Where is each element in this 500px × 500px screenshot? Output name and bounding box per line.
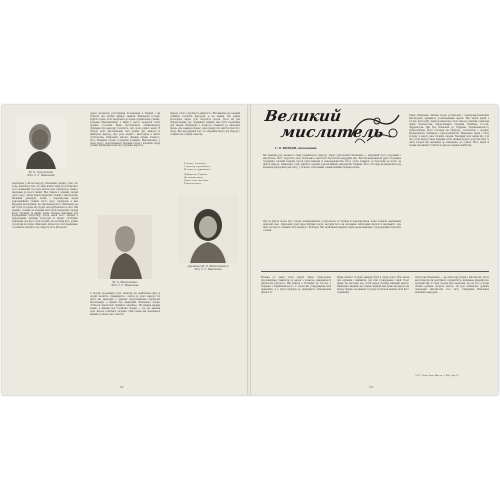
left-col3-text: народу і його героїчного минулого. Він вважав, що вчений повинен служити народові, а не панам. Ця думка проходить через усю творчість поета. Поет не раз підкреслював, що справжнє знання має бути корисним для людей. Шевченко з повагою ставився до наукових праць, але завжди шукав у них правду про життя простого люду. Він засуджував тих, хто відривав науку від народу і ставив її на службу панству. <box>170 112 240 136</box>
caption-2-title: М. О. Максимович <box>112 281 138 284</box>
title-flourish-ornament <box>347 107 405 147</box>
caption-1-title: М. О. Сикорський <box>28 171 54 174</box>
article-title-line1: Великий <box>263 107 343 125</box>
article-title-line2: мислитель <box>279 123 385 141</box>
right-intro-text-2: Ще за життя поета його твори поширювалися в рукописах, їх читали й переписували, вони ставали надбанням широких мас. Царський уряд переслідував поета, засудив його на заслання, заборонив писати й малювати. Але ніщо не могло зламати волі великого Кобзаря. Він залишився вірним своїм переконанням і продовжував боротьбу словом. <box>263 220 401 232</box>
left-page <box>2 105 247 395</box>
poem-line-2: І чужому научайтесь, <box>184 164 211 168</box>
portrait-caption-2 <box>90 281 160 287</box>
portrait-sikorsky <box>16 115 66 169</box>
article-byline: Г. О. ВОЛКОВ, письменник <box>275 147 317 150</box>
portrait-drawing-2 <box>98 215 152 279</box>
right-bottom-col1: Можна до самої своєї смерті Тарас Григорович продовжував ставитися до науки з повагою, вважаючи її джерелом прогресу. Він вчився у Пушкіна та Гоголя, у Герцена і Чернишевського. У поезії він утверджував нові принципи, а у прозі прагнув до правдивого зображення дійсності. <box>261 276 331 294</box>
left-col1-text: перебуває у містах народу. Шевченко радить усім, хто хоче, вчитися в тих, хто вміє вчити. Цим почуттям він і досі сповнений. Усе своє життя поет прагнув до знань і закликав до цього інших. Він учився у кращих людей свого часу, читав книги видатних учених і мислителів. Великий демократ читав і перечитував праці революційних учених свого часу, шукаючи в них відповіді на питання, що хвилювали його. Шевченко не міг бути осторонь від подій, які відбувалися в світі. Він уважно стежив за кожним виступом передових людей Росії, України та інших країн. Велике значення для формування світогляду поета мали його зв'язки з передовими діячами культури й науки. Особливо близьким для нього був чоловік, що розумів його думки й поділяв погляди. Шевченко писав про свої враження, і ці записи свідчать про широту його інтересів. <box>12 182 78 230</box>
portrait-maksymovych-wife <box>178 195 238 263</box>
right-bottom-col3: Світогляд Шевченка — це світогляд борця і мислителя. Поет виступав проти релігійного мракобісся, викривав лицемірство духовенства. У своїх творах він показував, що не бог, а люди своїми руками творять життя. Ці ідеї співзвучні думкам передових мислителів того часу. Спадщина Шевченка належить народові. <box>415 276 489 294</box>
magazine-spread <box>2 105 498 395</box>
right-page-number: 13 <box>369 385 373 389</box>
left-col2-text: через фольклор розслідував положення в Україні і на Поділлі, він зробив чимало записів. Вивчаючи історію рідного краю, поет звертався до праць українських учених, зокрема Максимовича, з яким у нього склалися теплі дружні стосунки. Вони листувалися, обмінювалися думками про народну творчість, про долю рідної землі. В листах поет висловлював свої думки про минуле й майбутнє народу, про роль науки і мистецтва в житті суспільства. Шевченко високо цінував працю вченого, його збірники пісень, історичні розвідки. Максимович, у свою чергу, захоплювався творами поета і першим серед учених відзначив їх високу художню вартість. <box>90 112 160 148</box>
left-poem <box>184 163 240 185</box>
poem-line-3: Й свого не цурайтесь... <box>184 167 212 171</box>
portrait-maksymovych <box>98 215 152 279</box>
poem-line-6: До самого краю. <box>184 175 204 179</box>
portrait-drawing-3 <box>178 195 238 263</box>
portrait-caption-3 <box>172 265 244 271</box>
poem-line-5: Доборолась Україна <box>184 173 208 177</box>
caption-1-credit: Літ. Т. Г. Шевченко <box>27 174 55 178</box>
right-footnote: * М. Т. Черн. Пош. Зібр. тв., т. XXI, стор. 95. <box>415 375 460 377</box>
right-intro-text: Ми пишемо про великого сина українського народу. Тарас Григорович Шевченко — видатний поет, художник і мислитель. Його творчість тісно пов'язана з життям і боротьбою народних мас. Він був виразником дум і сподівань трудящих, палким борцем проти кріпосництва й самодержавства. Його слово кликало до боротьби за волю, за щастя народу. Шевченко став одним із перших революційних демократів України. Його погляди формувалися під впливом передових ідей часу, у тісному спілкуванні з найкращими людьми епохи. <box>263 154 401 169</box>
section-divider <box>261 271 489 272</box>
left-page-number: 11 <box>120 385 124 389</box>
portrait-drawing-1 <box>16 115 66 169</box>
caption-3-credit: Літ. Т. Г. Шевченко <box>194 268 222 272</box>
left-col2-bottom-text: У своєму щоденнику поет записав, що найбільше цінує в людях чесність, правдивість і любов до свого народу. Ці риси він знаходив у кращих представниках передової інтелігенції, з якими був знайомий. Шевченко писав: «Учітеся, брати мої! Думайте, читайте». Не знання заради знань, а знання для служіння людям — ось що вважав поет метою освіченої людини. Цим ідеям він залишався вірним до кінця свого життя. <box>90 292 160 316</box>
caption-3-title: Дружина М. О. Максимовича <box>187 265 229 268</box>
portrait-caption-1 <box>10 171 72 177</box>
poem-line-1: Учітесь, читайте, <box>184 162 207 165</box>
right-page <box>251 105 498 395</box>
caption-2-credit: Літ. Т. Г. Шевченко <box>111 284 139 288</box>
right-bottom-col2: Рідна земля і її люди завжди були в серці поета. Він писав про кріпаків і наймитів, про їхні страждання і мрії. Поет вірив, що настане час, коли народ розірве кайдани неволі. Шевченко вважав, що кожна людина має право на щастя, на вільну працю, на знання. У цьому полягала велика сила його гуманізму. <box>337 276 409 294</box>
poem-line-7: Гірше ляха свої діти <box>184 178 209 182</box>
poem-line-8: Її розпинають. <box>184 181 202 185</box>
right-sidebar-text: Тарас Шевченко вивчав твори російських і західноєвропейських мислителів, цікавився досягненнями науки. Він читав праці з історії, філософії, природознавства. Поет високо цінував геніальні праці Ломоносова, захоплювався творами Пушкіна, Гоголя, Лермонтова. Він був близький до Герцена, Чернишевського, Добролюбова. Його погляди на природу, суспільство і людину відзначалися глибиною і прогресивністю. Шевченко вірив у силу розуму, в науку, яка служить людям. Великий поет мріяв про той час, коли народ стане вільним, коли знання будуть доступні всім. У своїх творах він закликав до навчання, до освіти. Його вірші й поеми проникнуті глибокою вірою в краще майбутнє. <box>409 114 489 147</box>
